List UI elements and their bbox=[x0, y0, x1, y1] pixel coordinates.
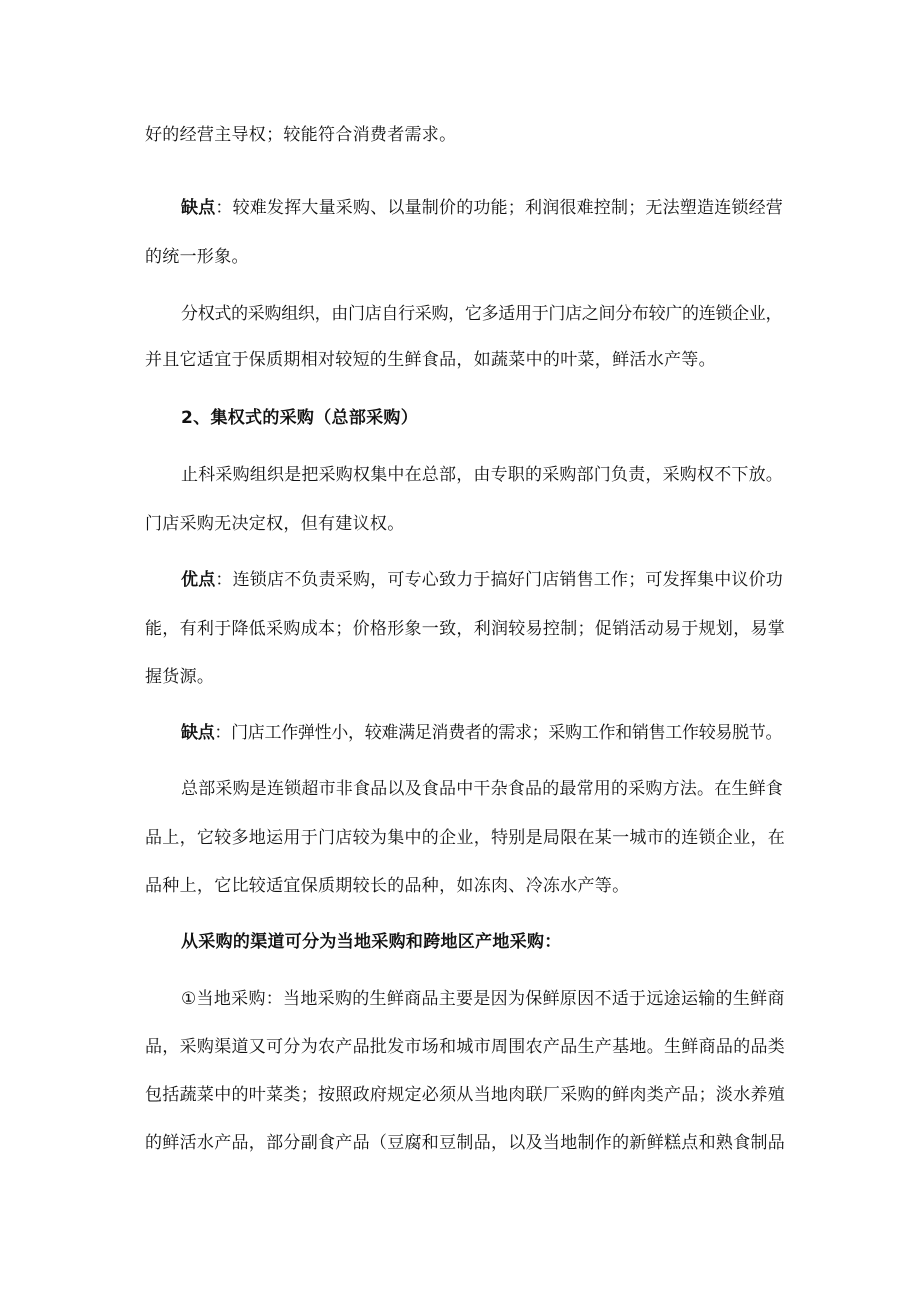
paragraph-line: 分权式的采购组织，由门店自行采购，它多适用于门店之间分布较广的连锁企业， bbox=[181, 304, 783, 324]
paragraph-line: 品，采购渠道又可分为农产品批发市场和城市周围农产品生产基地。生鲜商品的品类 bbox=[145, 1037, 786, 1057]
paragraph-line: 好的经营主导权；较能符合消费者需求。 bbox=[145, 125, 457, 145]
label-advantages: 优点 bbox=[181, 570, 216, 590]
paragraph-text: ：门店工作弹性小，较难满足消费者的需求；采购工作和销售工作较易脱节。 bbox=[214, 723, 783, 743]
paragraph-line: 的统一形象。 bbox=[145, 247, 249, 267]
heading-number: 2、 bbox=[181, 408, 211, 428]
paragraph-line: ①当地采购：当地采购的生鲜商品主要是因为保鲜原因不适于远途运输的生鲜商 bbox=[181, 989, 785, 1009]
paragraph-line: 包括蔬菜中的叶菜类；按照政府规定必须从当地肉联厂采购的鲜肉类产品；淡水养殖 bbox=[145, 1085, 786, 1105]
paragraph-line: 的鲜活水产品，部分副食产品（豆腐和豆制品，以及当地制作的新鲜糕点和熟食制品 bbox=[145, 1133, 786, 1153]
section-heading: 从采购的渠道可分为当地采购和跨地区产地采购： bbox=[181, 932, 562, 952]
heading-text: 集权式的采购（总部采购） bbox=[210, 408, 419, 428]
label-disadvantages: 缺点 bbox=[181, 198, 216, 218]
paragraph-line: 握货源。 bbox=[145, 667, 215, 687]
paragraph-line bbox=[181, 196, 785, 220]
paragraph-text: ：连锁店不负责采购，可专心致力于搞好门店销售工作；可发挥集中议价功 bbox=[215, 570, 784, 590]
paragraph-text: ：较难发挥大量采购、以量制价的功能；利润很难控制；无法塑造连锁经营 bbox=[215, 198, 784, 218]
section-heading bbox=[181, 406, 785, 430]
paragraph-line: 并且它适宜于保质期相对较短的生鲜食品，如蔬菜中的叶菜，鲜活水产等。 bbox=[145, 350, 716, 370]
paragraph-line: 总部采购是连锁超市非食品以及食品中干杂食品的最常用的采购方法。在生鲜食 bbox=[181, 779, 783, 799]
paragraph-line: 能，有利于降低采购成本；价格形象一致，利润较易控制；促销活动易于规划，易掌 bbox=[145, 619, 786, 639]
paragraph-line: 门店采购无决定权，但有建议权。 bbox=[145, 514, 405, 534]
paragraph-line bbox=[181, 568, 785, 592]
paragraph-line: 品上，它较多地运用于门店较为集中的企业，特别是局限在某一城市的连锁企业，在 bbox=[145, 828, 786, 848]
paragraph-line bbox=[181, 721, 785, 745]
paragraph-line: 品种上，它比较适宜保质期较长的品种，如冻肉、冷冻水产等。 bbox=[145, 876, 630, 896]
paragraph-line: 止科采购组织是把采购权集中在总部，由专职的采购部门负责，采购权不下放。 bbox=[181, 465, 783, 485]
label-disadvantages: 缺点 bbox=[181, 723, 215, 743]
